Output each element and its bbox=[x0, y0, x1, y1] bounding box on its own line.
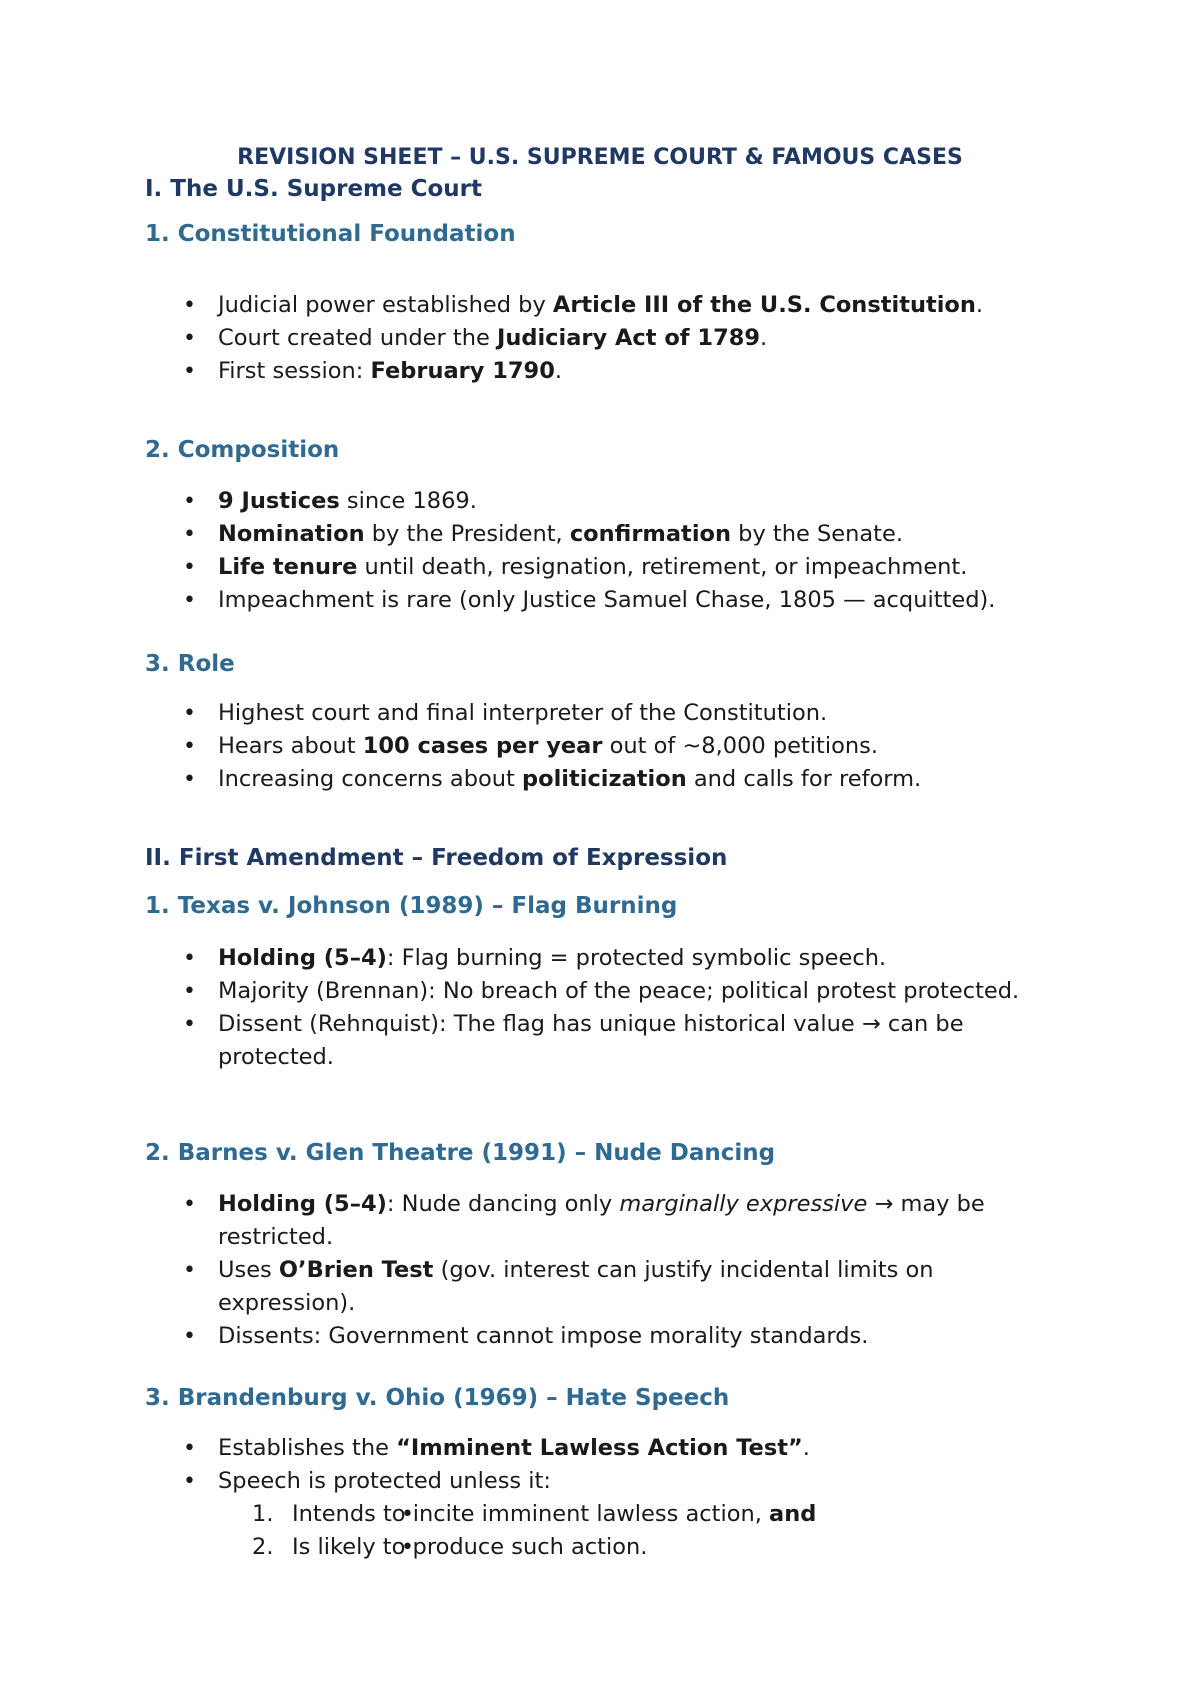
numbered-item: • 2. Is likely to produce such action. bbox=[218, 1531, 1132, 1564]
section-heading-first-amendment: II. First Amendment – Freedom of Expression bbox=[145, 845, 728, 871]
list-item: • Hears about 100 cases per year out of ~8,000 petitions. bbox=[0, 730, 1058, 763]
list-item: • Majority (Brennan): No breach of the peace; political protest protected. bbox=[0, 975, 1058, 1008]
list-item: • Uses O’Brien Test (gov. interest can justify incidental limits on expression). bbox=[0, 1254, 1058, 1320]
list-item: • Increasing concerns about politicization and calls for reform. bbox=[0, 763, 1058, 796]
subheading-brandenburg-v-ohio: 3. Brandenburg v. Ohio (1969) – Hate Speech bbox=[145, 1385, 730, 1411]
list-item: • Nomination by the President, confirmation by the Senate. bbox=[0, 518, 1058, 551]
list-item: • Life tenure until death, resignation, retirement, or impeachment. bbox=[0, 551, 1058, 584]
list-item: • Dissents: Government cannot impose morality standards. bbox=[0, 1320, 1058, 1353]
list-item: • Establishes the “Imminent Lawless Action Test”. bbox=[0, 1432, 1058, 1465]
list-item: • Holding (5–4): Flag burning = protected symbolic speech. bbox=[0, 942, 1058, 975]
subheading-barnes-v-glen-theatre: 2. Barnes v. Glen Theatre (1991) – Nude Dancing bbox=[145, 1140, 776, 1166]
list-item: • Impeachment is rare (only Justice Samuel Chase, 1805 — acquitted). bbox=[0, 584, 1058, 617]
list-brandenburg-v-ohio bbox=[0, 1432, 1200, 1564]
list-constitutional-foundation bbox=[0, 289, 1200, 388]
numbered-item: • 1. Intends to incite imminent lawless action, and bbox=[218, 1498, 1132, 1531]
subheading-constitutional-foundation: 1. Constitutional Foundation bbox=[145, 221, 516, 247]
list-barnes-v-glen-theatre bbox=[0, 1188, 1200, 1353]
list-item: • Highest court and final interpreter of the Constitution. bbox=[0, 697, 1058, 730]
list-item: • Speech is protected unless it: • 1. Intends to incite imminent lawless action, and • 2. Is likely to produce such action. bbox=[0, 1465, 1058, 1564]
list-item: • Dissent (Rehnquist): The flag has unique historical value → can be protected. bbox=[0, 1008, 1058, 1074]
list-texas-v-johnson bbox=[0, 942, 1200, 1074]
subheading-role: 3. Role bbox=[145, 651, 235, 677]
list-composition bbox=[0, 485, 1200, 617]
subheading-texas-v-johnson: 1. Texas v. Johnson (1989) – Flag Burning bbox=[145, 893, 678, 919]
list-role bbox=[0, 697, 1200, 796]
list-item: • First session: February 1790. bbox=[0, 355, 1058, 388]
subheading-composition: 2. Composition bbox=[145, 437, 340, 463]
list-item: • Court created under the Judiciary Act of 1789. bbox=[0, 322, 1058, 355]
list-item: • 9 Justices since 1869. bbox=[0, 485, 1058, 518]
page-title: REVISION SHEET – U.S. SUPREME COURT & FAMOUS CASES bbox=[237, 145, 963, 170]
numbered-conditions-list bbox=[218, 1498, 1058, 1564]
section-heading-supreme-court: I. The U.S. Supreme Court bbox=[145, 176, 483, 202]
list-item: • Holding (5–4): Nude dancing only marginally expressive → may be restricted. bbox=[0, 1188, 1058, 1254]
list-item: • Judicial power established by Article III of the U.S. Constitution. bbox=[0, 289, 1058, 322]
